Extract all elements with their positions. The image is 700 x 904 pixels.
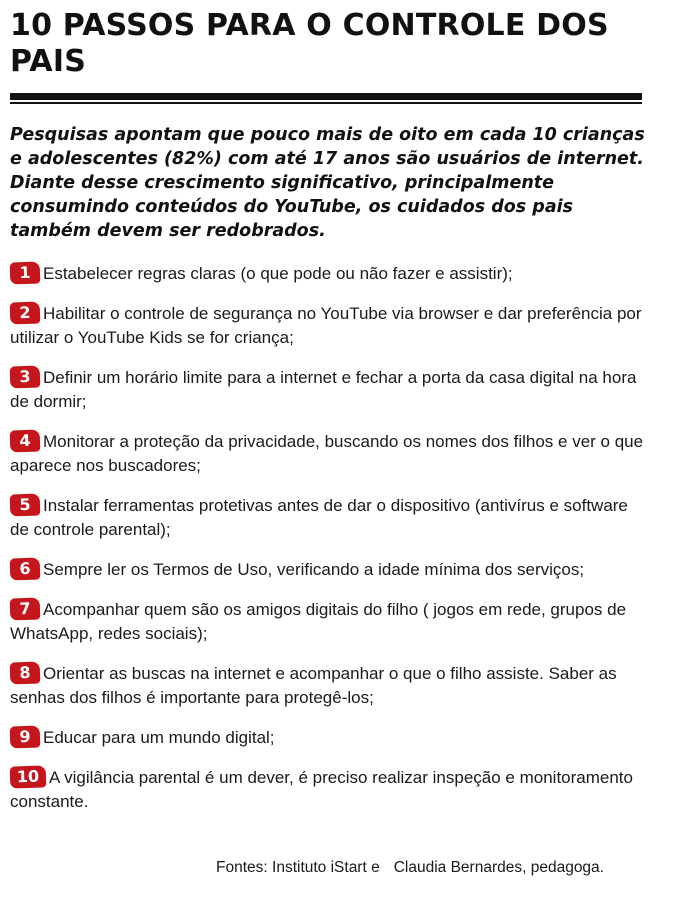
step-item-5 <box>10 494 650 542</box>
step-number-badge: 7 <box>10 597 41 620</box>
step-text: Instalar ferramentas protetivas antes de dar o dispositivo (antivírus e software de controle parental); <box>10 496 628 539</box>
step-text: Definir um horário limite para a internet e fechar a porta da casa digital na hora de dormir; <box>10 368 637 411</box>
source-istart: Instituto iStart e <box>272 859 380 876</box>
step-text: Educar para um mundo digital; <box>43 728 275 747</box>
step-item-4 <box>10 430 650 478</box>
step-number-badge: 6 <box>10 557 41 580</box>
step-number-badge: 2 <box>10 301 41 324</box>
step-number-badge: 1 <box>10 261 41 284</box>
sources-label: Fontes: <box>216 859 268 876</box>
title-divider-thick <box>10 93 642 100</box>
step-item-1 <box>10 262 650 286</box>
step-item-10 <box>10 766 650 814</box>
source-claudia-bernardes: Claudia Bernardes, pedagoga. <box>393 859 604 876</box>
step-text: A vigilância parental é um dever, é preciso realizar inspeção e monitoramento constante. <box>10 768 633 811</box>
step-text: Monitorar a proteção da privacidade, buscando os nomes dos filhos e ver o que aparece nos buscadores; <box>10 432 644 475</box>
step-number-badge: 5 <box>10 493 41 516</box>
step-number-badge: 4 <box>10 429 41 452</box>
step-text: Sempre ler os Termos de Uso, verificando a idade mínima dos serviços; <box>43 560 585 579</box>
step-text: Acompanhar quem são os amigos digitais do filho ( jogos em rede, grupos de WhatsApp, redes sociais); <box>10 600 627 643</box>
step-number-badge: 3 <box>10 365 41 388</box>
title-divider-thin <box>10 102 642 104</box>
step-number-badge: 8 <box>10 661 41 684</box>
step-item-8 <box>10 662 650 710</box>
intro-paragraph: Pesquisas apontam que pouco mais de oito em cada 10 crianças e adolescentes (82%) com até 17 anos são usuários de internet. Diante desse crescimento significativo, principalmente consumindo conteúdos do YouTube, os cuidados dos pais também devem ser redobrados. <box>10 125 645 241</box>
step-number-badge: 9 <box>10 725 41 748</box>
sources-credit <box>216 858 604 878</box>
step-text: Orientar as buscas na internet e acompanhar o que o filho assiste. Saber as senhas dos filhos é importante para protegê-los; <box>10 664 617 707</box>
page-title: 10 PASSOS PARA O CONTROLE DOS PAIS <box>10 8 609 79</box>
step-text: Habilitar o controle de segurança no YouTube via browser e dar preferência por utilizar o YouTube Kids se for criança; <box>10 304 642 347</box>
step-item-2 <box>10 302 650 350</box>
step-number-badge: 10 <box>10 765 47 788</box>
step-text: Estabelecer regras claras (o que pode ou não fazer e assistir); <box>43 264 513 283</box>
step-item-7 <box>10 598 650 646</box>
steps-list <box>10 262 650 830</box>
step-item-6 <box>10 558 650 582</box>
step-item-9 <box>10 726 650 750</box>
step-item-3 <box>10 366 650 414</box>
